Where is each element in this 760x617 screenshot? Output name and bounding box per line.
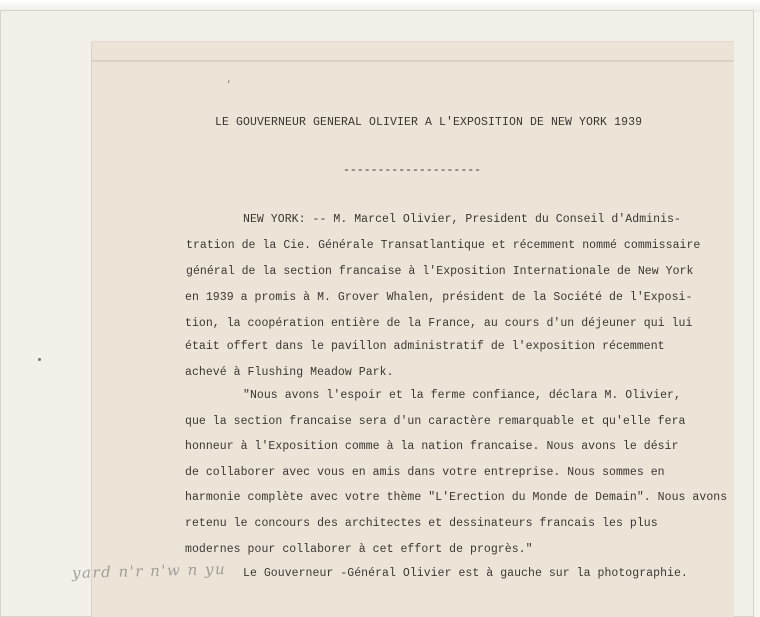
body-line-2: tration de la Cie. Générale Transatlantique et récemment nommé commissaire xyxy=(186,239,701,252)
document-title: LE GOUVERNEUR GENERAL OLIVIER A L'EXPOSITION DE NEW YORK 1939 xyxy=(215,116,643,129)
body-line-1: NEW YORK: -- M. Marcel Olivier, President du Conseil d'Adminis- xyxy=(243,213,681,226)
body-line-15: Le Gouverneur -Général Olivier est à gauche sur la photographie. xyxy=(243,567,688,580)
stray-mark: ’ xyxy=(226,80,232,90)
body-line-3: général de la section francaise à l'Exposition Internationale de New York xyxy=(186,265,694,278)
body-line-14: modernes pour collaborer à cet effort de progrès." xyxy=(185,543,533,556)
body-line-12: harmonie complète avec votre thème "L'Erection du Monde de Demain". Nous avons xyxy=(185,491,728,504)
body-line-4: en 1939 a promis à M. Grover Whalen, président de la Société de l'Exposi- xyxy=(185,291,693,304)
body-line-9: que la section francaise sera d'un caractère remarquable et qu'elle fera xyxy=(185,415,686,428)
body-line-5: tion, la coopération entière de la France, au cours d'un déjeuner qui lui xyxy=(185,317,693,330)
body-line-8: "Nous avons l'espoir et la ferme confiance, déclara M. Olivier, xyxy=(243,389,681,402)
sheet-crease xyxy=(92,60,734,62)
pin-mark xyxy=(38,358,41,361)
title-separator: -------------------- xyxy=(343,164,482,177)
body-line-10: honneur à l'Exposition comme à la nation francaise. Nous avons le désir xyxy=(185,440,679,453)
body-line-13: retenu le concours des architectes et dessinateurs francais les plus xyxy=(185,517,658,530)
body-line-7: achevé à Flushing Meadow Park. xyxy=(185,366,394,379)
body-line-6: était offert dans le pavillon administratif de l'exposition récemment xyxy=(185,340,665,353)
body-line-11: de collaborer avec vous en amis dans votre entreprise. Nous sommes en xyxy=(185,466,665,479)
pencil-annotation: yard n'r n'w n yu xyxy=(71,559,227,583)
